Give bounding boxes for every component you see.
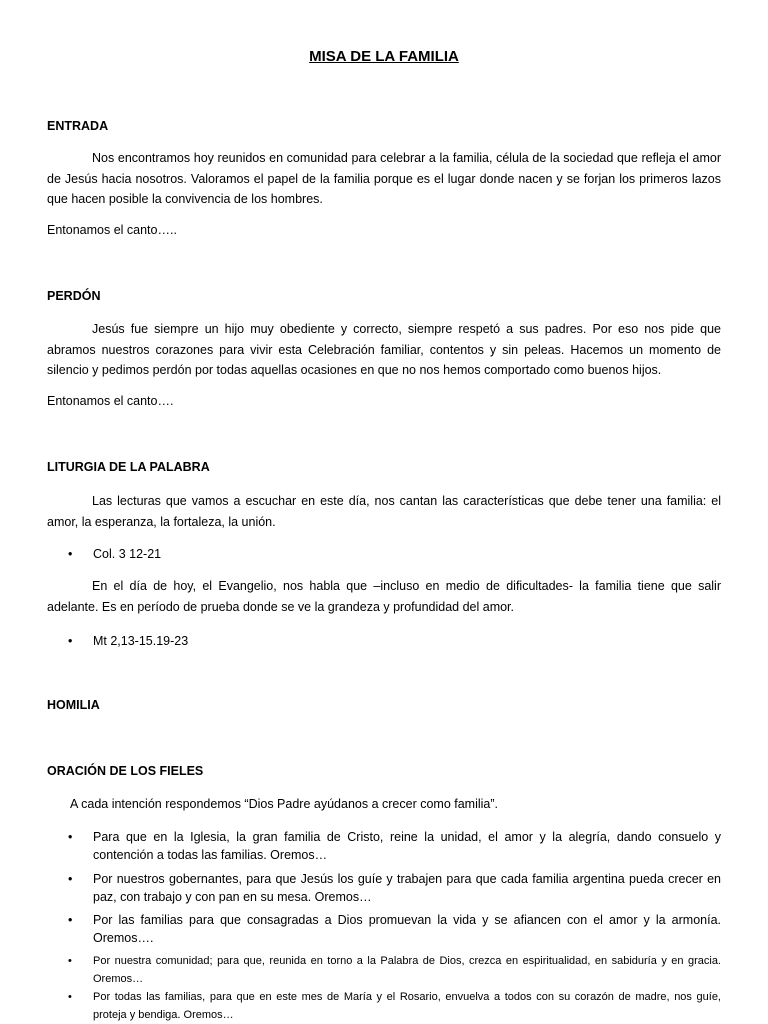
citation-text: Col. 3 12-21 [93, 547, 162, 561]
section-heading-oracion: ORACIÓN DE LOS FIELES [47, 764, 204, 778]
entrada-canto: Entonamos el canto….. [47, 223, 177, 237]
section-heading-liturgia: LITURGIA DE LA PALABRA [47, 460, 210, 474]
entrada-paragraph: Nos encontramos hoy reunidos en comunidad para celebrar a la familia, célula de la sociedad que refleja el amor de Jesús hacia nosotros. Valoramos el papel de la familia porque es el lugar donde nacen y se forjan los primeros lazos que hacen posible la convivencia de los hombres. [47, 151, 721, 206]
intention-text: Por nuestros gobernantes, para que Jesús los guíe y trabajen para que cada familia argentina pueda crecer en paz, con trabajo y con pan en su mesa. Oremos… [93, 872, 721, 904]
perdon-canto: Entonamos el canto…. [47, 394, 174, 408]
section-heading-perdon: PERDÓN [47, 289, 101, 303]
bullet-icon: • [68, 913, 73, 927]
section-heading-entrada: ENTRADA [47, 119, 109, 133]
bullet-icon: • [68, 830, 73, 844]
bullet-icon: • [68, 872, 73, 886]
section-heading-homilia: HOMILIA [47, 698, 100, 712]
bullet-icon: • [68, 634, 73, 648]
bullet-icon: • [68, 547, 73, 561]
liturgia-paragraph-1: Las lecturas que vamos a escuchar en este día, nos cantan las características que debe tener una familia: el amor, la esperanza, la fortaleza, la unión. [47, 494, 721, 529]
document-title: MISA DE LA FAMILIA [309, 48, 459, 65]
bullet-icon: • [68, 955, 72, 967]
bullet-icon: • [68, 991, 72, 1003]
oracion-intro: A cada intención respondemos “Dios Padre ayúdanos a crecer como familia”. [70, 797, 498, 811]
intention-text: Para que en la Iglesia, la gran familia de Cristo, reine la unidad, el amor y la alegría, dando consuelo y contención a todas las familias. Oremos… [93, 830, 721, 862]
intention-text: Por las familias para que consagradas a Dios promuevan la vida y se afiancen con el amor y la armonía. Oremos…. [93, 913, 721, 945]
citation-text: Mt 2,13-15.19-23 [93, 634, 189, 648]
intention-text: Por todas las familias, para que en este mes de María y el Rosario, envuelva a todos con su corazón de madre, nos guíe, proteja y bendiga. Oremos… [93, 991, 721, 1021]
perdon-paragraph: Jesús fue siempre un hijo muy obediente y correcto, siempre respetó a sus padres. Por eso nos pide que abramos nuestros corazones para vivir esta Celebración familiar, contentos y sin peleas. Hacemos un momento de silencio y pedimos perdón por todas aquellas ocasiones en que no nos hemos comportado como buenos hijos. [47, 322, 721, 377]
intention-text: Por nuestra comunidad; para que, reunida en torno a la Palabra de Dios, crezca en espiritualidad, en sabiduría y en gracia. Oremos… [93, 955, 721, 985]
liturgia-paragraph-2: En el día de hoy, el Evangelio, nos habla que –incluso en medio de dificultades- la familia tiene que salir adelante. Es en período de prueba donde se ve la grandeza y profundidad del amor. [47, 579, 721, 614]
